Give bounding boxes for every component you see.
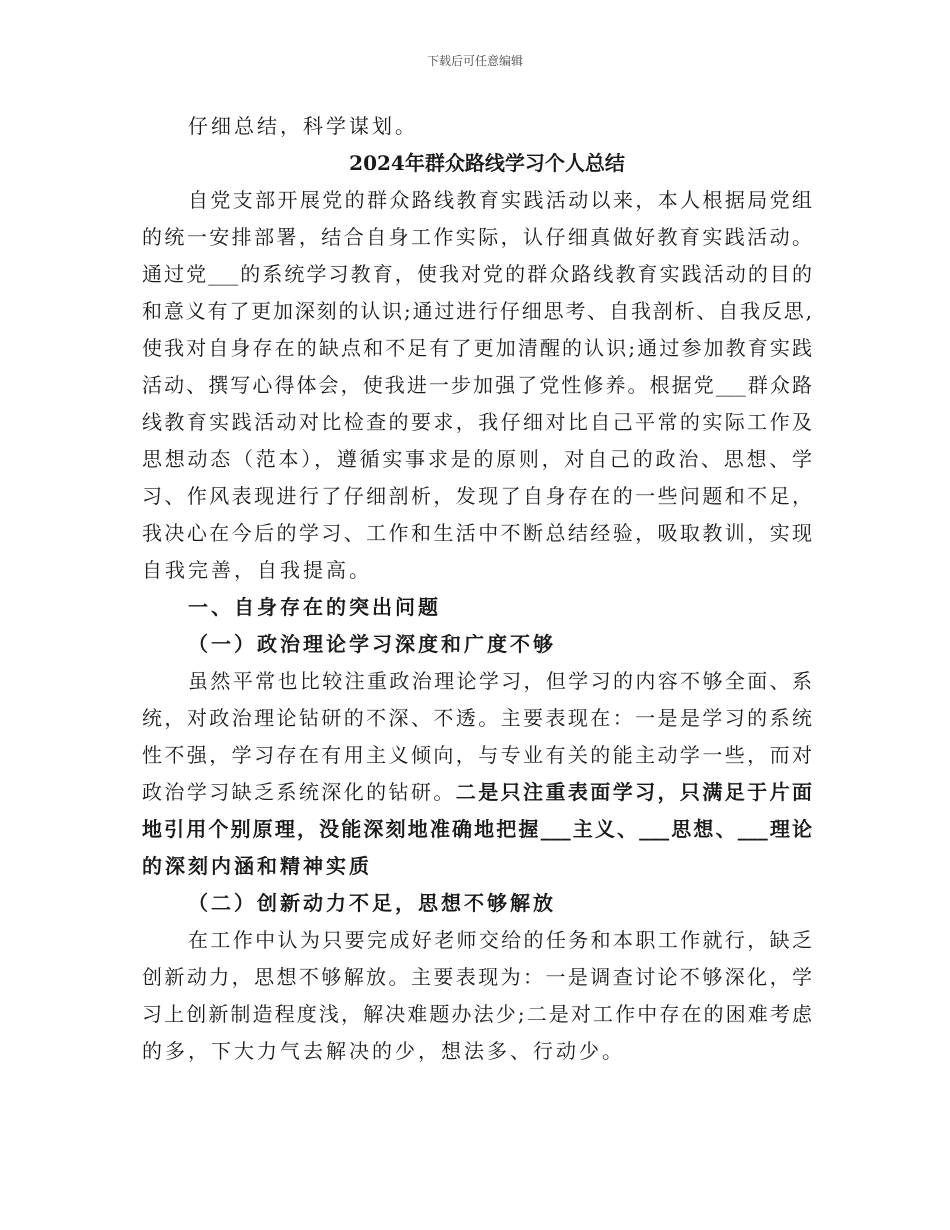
- paragraph-line-bold: 地引用个别原理，没能深刻地准确地把握___主义、___思想、___理论: [142, 817, 812, 841]
- paragraph-line: [142, 774, 812, 811]
- paragraph-line: 性不强，学习存在有用主义倾向，与专业有关的能主动学一些，而对: [142, 743, 812, 767]
- page-header: 下载后可任意编辑: [426, 54, 523, 68]
- paragraph-line: 统，对政治理论钻研的不深、不透。主要表现在：一是是学习的系统: [142, 706, 812, 730]
- intro-tail: 仔细总结，科学谋划。: [188, 114, 418, 138]
- paragraph-line: 的多，下大力气去解决的少，想法多、行动少。: [142, 1039, 625, 1063]
- paragraph-line: 习、作风表现进行了仔细剖析，发现了自身存在的一些问题和不足，: [142, 484, 812, 508]
- paragraph-line: 创新动力，思想不够解放。主要表现为：一是调查讨论不够深化，学: [142, 965, 812, 989]
- paragraph-line-bold: 的深刻内涵和精神实质: [142, 854, 372, 878]
- paragraph-line: 习上创新制造程度浅，解决难题办法少;二是对工作中存在的困难考虑: [142, 1002, 812, 1026]
- document-title: 2024年群众路线学习个人总结: [349, 151, 625, 175]
- paragraph-line: 和意义有了更加深刻的认识;通过进行仔细思考、自我剖析、自我反思,: [142, 299, 812, 323]
- paragraph-line: 我决心在今后的学习、工作和生活中不断总结经验，吸取教训，实现: [142, 521, 812, 545]
- section-heading: 一、自身存在的突出问题: [188, 595, 441, 619]
- paragraph-line: 活动、撰写心得体会，使我进一步加强了党性修养。根据党___群众路: [142, 373, 812, 397]
- paragraph-line: 的统一安排部署，结合自身工作实际，认仔细真做好教育实践活动。: [142, 225, 812, 249]
- normal-text: 政治学习缺乏系统深化的钻研。: [142, 780, 456, 804]
- paragraph-line: 自我完善，自我提高。: [142, 558, 372, 582]
- subsection-heading: （二）创新动力不足，思想不够解放: [188, 891, 556, 915]
- paragraph-line: 线教育实践活动对比检查的要求，我仔细对比自己平常的实际工作及: [142, 410, 812, 434]
- paragraph-line: 自党支部开展党的群众路线教育实践活动以来，本人根据局党组: [188, 188, 812, 212]
- document-body: [142, 108, 812, 1070]
- bold-text: 二是只注重表面学习，只满足于片面: [455, 780, 813, 804]
- paragraph-line: 思想动态（范本），遵循实事求是的原则，对自己的政治、思想、学: [142, 447, 812, 471]
- subsection-heading: （一）政治理论学习深度和广度不够: [188, 632, 556, 656]
- paragraph-line: 虽然平常也比较注重政治理论学习，但学习的内容不够全面、系: [188, 669, 812, 693]
- paragraph-line: 在工作中认为只要完成好老师交给的任务和本职工作就行，缺乏: [188, 928, 812, 952]
- paragraph-line: 使我对自身存在的缺点和不足有了更加清醒的认识;通过参加教育实践: [142, 336, 812, 360]
- paragraph-line: 通过党___的系统学习教育，使我对党的群众路线教育实践活动的目的: [142, 262, 812, 286]
